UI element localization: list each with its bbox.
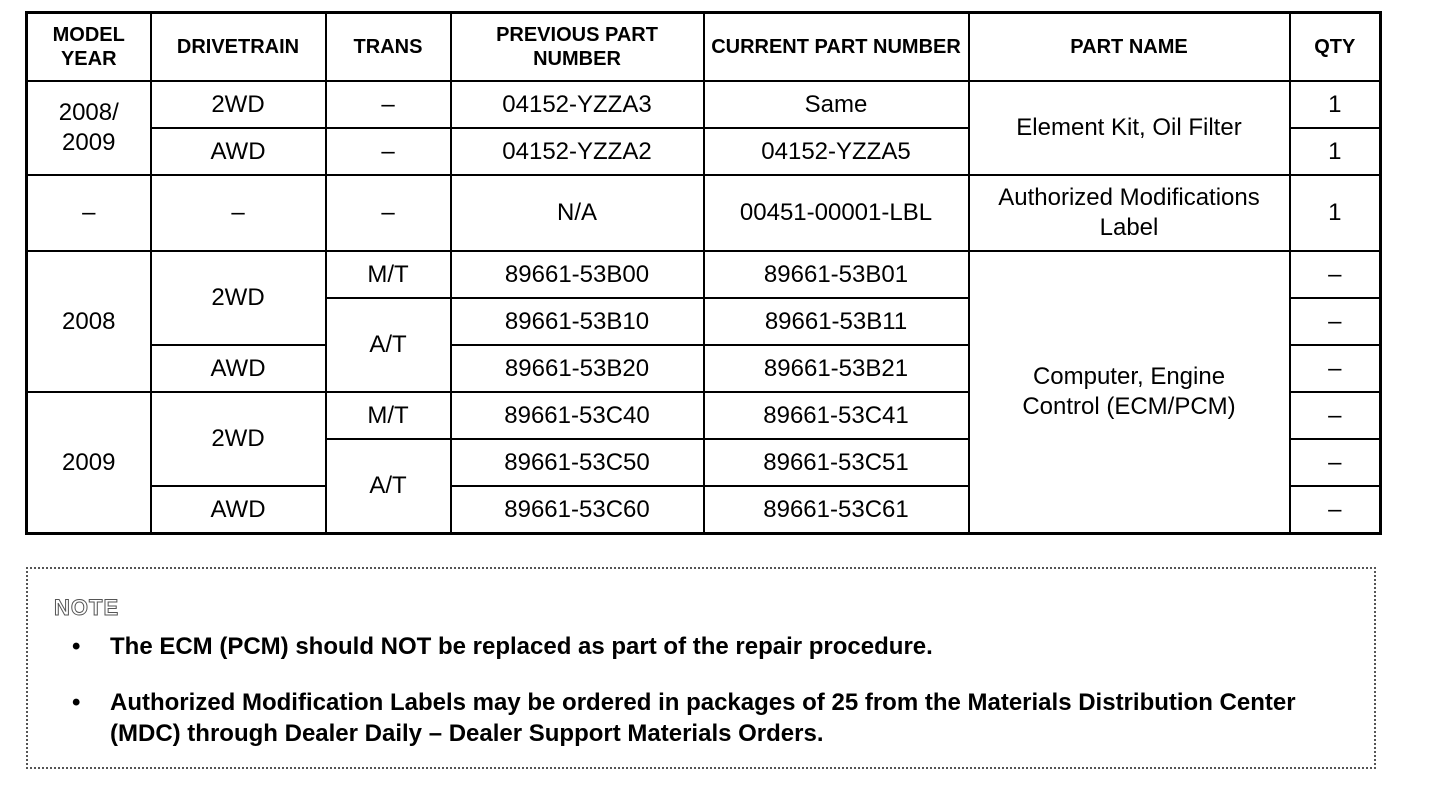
cell-qty: – [1290, 298, 1381, 345]
cell-model-year: 2008/ 2009 [27, 81, 151, 175]
cell-drivetrain: 2WD [151, 81, 326, 128]
table-row [27, 251, 1381, 298]
cell-previous-part: 89661-53B20 [451, 345, 704, 392]
cell-part-name: Computer, Engine Control (ECM/PCM) [969, 251, 1290, 534]
header-model-year: MODEL YEAR [27, 13, 151, 82]
note-list [66, 631, 1356, 774]
cell-drivetrain: 2WD [151, 251, 326, 345]
cell-part-name: Element Kit, Oil Filter [969, 81, 1290, 175]
note-box [26, 567, 1376, 769]
cell-current-part: 89661-53C41 [704, 392, 969, 439]
cell-drivetrain: AWD [151, 128, 326, 175]
cell-model-year: 2008 [27, 251, 151, 392]
cell-previous-part: 04152-YZZA2 [451, 128, 704, 175]
header-current-part: CURRENT PART NUMBER [704, 13, 969, 82]
cell-drivetrain: – [151, 175, 326, 251]
cell-current-part: 00451-00001-LBL [704, 175, 969, 251]
cell-qty: – [1290, 392, 1381, 439]
list-item [66, 687, 1356, 749]
cell-qty: 1 [1290, 128, 1381, 175]
cell-qty: – [1290, 345, 1381, 392]
cell-previous-part: N/A [451, 175, 704, 251]
list-item [66, 631, 1356, 662]
table-row [27, 175, 1381, 251]
cell-current-part: 89661-53C51 [704, 439, 969, 486]
cell-previous-part: 89661-53C40 [451, 392, 704, 439]
cell-trans: – [326, 128, 451, 175]
cell-current-part: 89661-53C61 [704, 486, 969, 534]
header-drivetrain: DRIVETRAIN [151, 13, 326, 82]
cell-trans: M/T [326, 251, 451, 298]
header-previous-part: PREVIOUS PART NUMBER [451, 13, 704, 82]
cell-current-part: 04152-YZZA5 [704, 128, 969, 175]
bullet-icon: • [72, 633, 81, 660]
cell-current-part: 89661-53B11 [704, 298, 969, 345]
note-item-text: The ECM (PCM) should NOT be replaced as part of the repair procedure. [110, 633, 933, 660]
cell-model-year: 2009 [27, 392, 151, 534]
cell-previous-part: 04152-YZZA3 [451, 81, 704, 128]
cell-previous-part: 89661-53C50 [451, 439, 704, 486]
note-title: NOTE [54, 595, 120, 620]
cell-qty: – [1290, 486, 1381, 534]
table-header-row [27, 13, 1381, 82]
cell-drivetrain: AWD [151, 486, 326, 534]
cell-current-part: 89661-53B01 [704, 251, 969, 298]
cell-drivetrain: AWD [151, 345, 326, 392]
cell-qty: – [1290, 251, 1381, 298]
cell-trans: – [326, 175, 451, 251]
cell-previous-part: 89661-53B10 [451, 298, 704, 345]
header-trans: TRANS [326, 13, 451, 82]
cell-previous-part: 89661-53C60 [451, 486, 704, 534]
header-qty: QTY [1290, 13, 1381, 82]
cell-trans: A/T [326, 298, 451, 392]
cell-trans: – [326, 81, 451, 128]
cell-trans: M/T [326, 392, 451, 439]
cell-current-part: 89661-53B21 [704, 345, 969, 392]
cell-current-part: Same [704, 81, 969, 128]
note-item-text: Authorized Modification Labels may be ordered in packages of 25 from the Materials Distribution Center (MDC) through Dealer Daily – Dealer Support Materials Orders. [110, 689, 1296, 747]
bullet-icon: • [72, 689, 81, 716]
cell-drivetrain: 2WD [151, 392, 326, 486]
table-row [27, 81, 1381, 128]
cell-part-name: Authorized Modifications Label [969, 175, 1290, 251]
cell-model-year: – [27, 175, 151, 251]
cell-trans: A/T [326, 439, 451, 534]
cell-qty: 1 [1290, 175, 1381, 251]
cell-qty: – [1290, 439, 1381, 486]
parts-table [25, 11, 1382, 535]
cell-previous-part: 89661-53B00 [451, 251, 704, 298]
cell-qty: 1 [1290, 81, 1381, 128]
header-part-name: PART NAME [969, 13, 1290, 82]
